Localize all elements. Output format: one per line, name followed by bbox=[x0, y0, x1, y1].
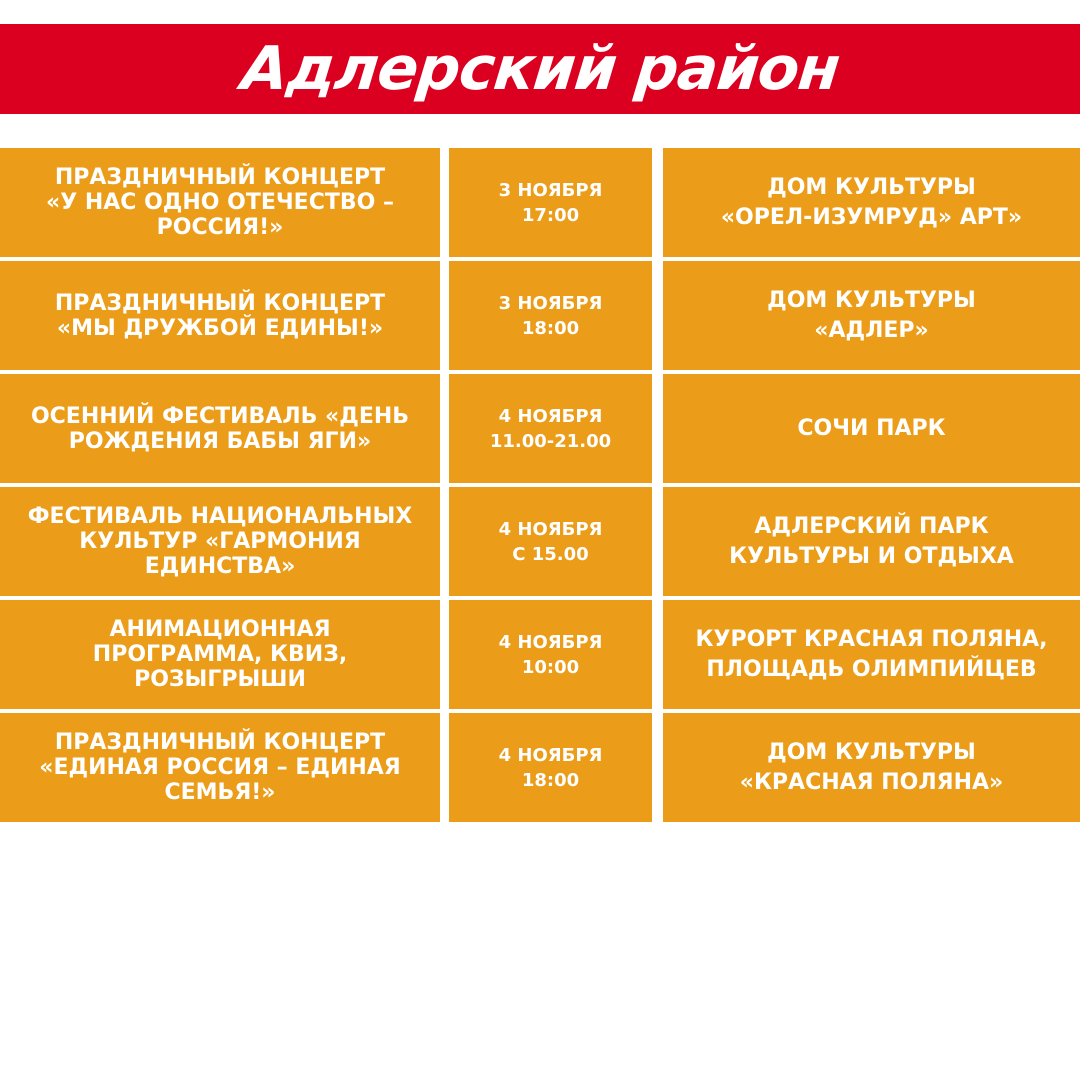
event-name-line: ФЕСТИВАЛЬ НАЦИОНАЛЬНЫХ bbox=[27, 504, 413, 529]
event-name-line: РОЖДЕНИЯ БАБЫ ЯГИ» bbox=[68, 428, 372, 454]
event-name-cell bbox=[0, 600, 440, 709]
event-date: 4 НОЯБРЯ bbox=[498, 631, 603, 653]
event-name-line: КУЛЬТУР «ГАРМОНИЯ bbox=[79, 529, 361, 554]
event-name-line: РОЗЫГРЫШИ bbox=[134, 667, 306, 692]
event-place-cell bbox=[663, 374, 1080, 483]
table-row bbox=[0, 261, 1080, 370]
event-name-line: ЕДИНСТВА» bbox=[144, 554, 296, 579]
event-place-cell bbox=[663, 713, 1080, 822]
event-date: 3 НОЯБРЯ bbox=[498, 179, 603, 201]
event-date: 4 НОЯБРЯ bbox=[498, 405, 603, 427]
event-name-line: «МЫ ДРУЖБОЙ ЕДИНЫ!» bbox=[56, 315, 384, 341]
event-name-line: РОССИЯ!» bbox=[156, 215, 284, 240]
event-time: 11.00-21.00 bbox=[489, 430, 612, 452]
event-name-line: ПРОГРАММА, КВИЗ, bbox=[92, 642, 348, 667]
event-time: С 15.00 bbox=[512, 543, 589, 565]
event-time: 17:00 bbox=[521, 204, 580, 226]
event-place-line: КУРОРТ КРАСНАЯ ПОЛЯНА, bbox=[695, 626, 1048, 652]
event-place-line: ПЛОЩАДЬ ОЛИМПИЙЦЕВ bbox=[706, 656, 1037, 682]
event-place-line: КУЛЬТУРЫ И ОТДЫХА bbox=[729, 543, 1014, 569]
table-row bbox=[0, 487, 1080, 596]
event-name-line: ОСЕННИЙ ФЕСТИВАЛЬ «ДЕНЬ bbox=[30, 403, 410, 429]
event-place-line: АДЛЕРСКИЙ ПАРК bbox=[754, 513, 989, 539]
event-name-cell bbox=[0, 487, 440, 596]
event-place-line: «АДЛЕР» bbox=[814, 317, 929, 343]
event-name-line: «У НАС ОДНО ОТЕЧЕСТВО – bbox=[46, 190, 394, 215]
table-row bbox=[0, 148, 1080, 257]
event-date-cell bbox=[449, 487, 652, 596]
event-place-line: ДОМ КУЛЬТУРЫ bbox=[767, 174, 976, 200]
header-banner bbox=[0, 24, 1080, 114]
event-place-line: ДОМ КУЛЬТУРЫ bbox=[767, 739, 976, 765]
event-date: 4 НОЯБРЯ bbox=[498, 518, 603, 540]
event-date-cell bbox=[449, 713, 652, 822]
event-name-cell bbox=[0, 713, 440, 822]
table-row bbox=[0, 600, 1080, 709]
event-date: 4 НОЯБРЯ bbox=[498, 744, 603, 766]
event-date: 3 НОЯБРЯ bbox=[498, 292, 603, 314]
event-name-line: СЕМЬЯ!» bbox=[164, 780, 276, 805]
event-name-line: АНИМАЦИОННАЯ bbox=[109, 617, 331, 642]
page-title: Адлерский район bbox=[237, 34, 843, 104]
event-date-cell bbox=[449, 600, 652, 709]
event-name-cell bbox=[0, 374, 440, 483]
event-name-line: ПРАЗДНИЧНЫЙ КОНЦЕРТ bbox=[54, 730, 386, 755]
event-place-cell bbox=[663, 261, 1080, 370]
event-place-line: «КРАСНАЯ ПОЛЯНА» bbox=[739, 769, 1004, 795]
event-place-cell bbox=[663, 487, 1080, 596]
event-place-cell bbox=[663, 600, 1080, 709]
event-place-cell bbox=[663, 148, 1080, 257]
event-name-cell bbox=[0, 148, 440, 257]
event-date-cell bbox=[449, 374, 652, 483]
event-name-line: «ЕДИНАЯ РОССИЯ – ЕДИНАЯ bbox=[39, 755, 401, 780]
event-time: 10:00 bbox=[521, 656, 580, 678]
event-place-line: СОЧИ ПАРК bbox=[797, 415, 946, 441]
event-date-cell bbox=[449, 261, 652, 370]
event-place-line: ДОМ КУЛЬТУРЫ bbox=[767, 287, 976, 313]
event-name-cell bbox=[0, 261, 440, 370]
event-place-line: «ОРЕЛ-ИЗУМРУД» АРТ» bbox=[720, 204, 1023, 230]
event-time: 18:00 bbox=[521, 769, 580, 791]
table-row bbox=[0, 374, 1080, 483]
event-name-line: ПРАЗДНИЧНЫЙ КОНЦЕРТ bbox=[54, 290, 386, 316]
table-row bbox=[0, 713, 1080, 822]
event-time: 18:00 bbox=[521, 317, 580, 339]
event-name-line: ПРАЗДНИЧНЫЙ КОНЦЕРТ bbox=[54, 165, 386, 190]
event-date-cell bbox=[449, 148, 652, 257]
